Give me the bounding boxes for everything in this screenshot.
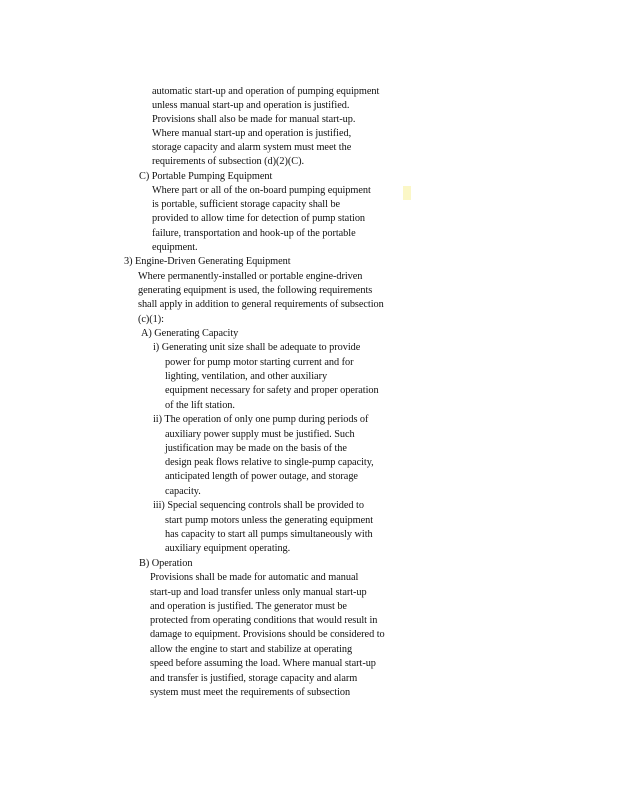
- text-line: Provisions shall be made for automatic and manual: [150, 572, 359, 583]
- text-line: failure, transportation and hook-up of the portable: [152, 228, 356, 239]
- text-line: auxiliary equipment operating.: [165, 543, 291, 554]
- text-line: power for pump motor starting current and for: [165, 357, 354, 368]
- text-line: damage to equipment. Provisions should be considered to: [150, 629, 385, 640]
- text-line: speed before assuming the load. Where manual start-up: [150, 658, 376, 669]
- text-line: lighting, ventilation, and other auxiliary: [165, 371, 328, 382]
- text-line: unless manual start-up and operation is justified.: [152, 100, 350, 111]
- text-line: requirements of subsection (d)(2)(C).: [152, 156, 304, 167]
- text-line: Where permanently-installed or portable engine-driven: [138, 271, 363, 282]
- text-line: generating equipment is used, the following requirements: [138, 285, 373, 296]
- text-line: allow the engine to start and stabilize at operating: [150, 644, 353, 655]
- section-heading-generating-capacity: A) Generating Capacity: [141, 328, 239, 339]
- section-heading-operation: B) Operation: [139, 558, 193, 569]
- text-line: (c)(1):: [138, 314, 164, 325]
- text-line: is portable, sufficient storage capacity shall be: [152, 199, 341, 210]
- text-line: equipment necessary for safety and proper operation: [165, 385, 379, 396]
- list-item-ii: ii) The operation of only one pump during periods of: [153, 414, 369, 425]
- text-line: has capacity to start all pumps simultaneously with: [165, 529, 373, 540]
- text-line: start pump motors unless the generating equipment: [165, 515, 374, 526]
- highlight-mark: [403, 186, 411, 200]
- text-line: capacity.: [165, 486, 201, 497]
- list-item-i: i) Generating unit size shall be adequate to provide: [153, 342, 361, 353]
- text-line: equipment.: [152, 242, 198, 253]
- text-line: auxiliary power supply must be justified. Such: [165, 429, 355, 440]
- text-line: system must meet the requirements of subsection: [150, 687, 351, 698]
- text-line: storage capacity and alarm system must meet the: [152, 142, 352, 153]
- text-line: shall apply in addition to general requirements of subsection: [138, 299, 384, 310]
- text-line: provided to allow time for detection of pump station: [152, 213, 366, 224]
- text-line: anticipated length of power outage, and storage: [165, 471, 358, 482]
- text-line: justification may be made on the basis of the: [165, 443, 347, 454]
- section-heading-portable: C) Portable Pumping Equipment: [139, 171, 273, 182]
- text-line: automatic start-up and operation of pumping equipment: [152, 86, 380, 97]
- text-line: Where manual start-up and operation is justified,: [152, 128, 352, 139]
- text-line: start-up and load transfer unless only manual start-up: [150, 587, 367, 598]
- text-line: protected from operating conditions that would result in: [150, 615, 378, 626]
- text-line: Where part or all of the on-board pumping equipment: [152, 185, 371, 196]
- text-line: Provisions shall also be made for manual start-up.: [152, 114, 356, 125]
- text-line: design peak flows relative to single-pump capacity,: [165, 457, 374, 468]
- text-line: of the lift station.: [165, 400, 235, 411]
- text-line: and operation is justified. The generator must be: [150, 601, 347, 612]
- list-item-iii: iii) Special sequencing controls shall be provided to: [153, 500, 364, 511]
- section-heading-engine: 3) Engine-Driven Generating Equipment: [124, 256, 291, 267]
- text-line: and transfer is justified, storage capacity and alarm: [150, 673, 358, 684]
